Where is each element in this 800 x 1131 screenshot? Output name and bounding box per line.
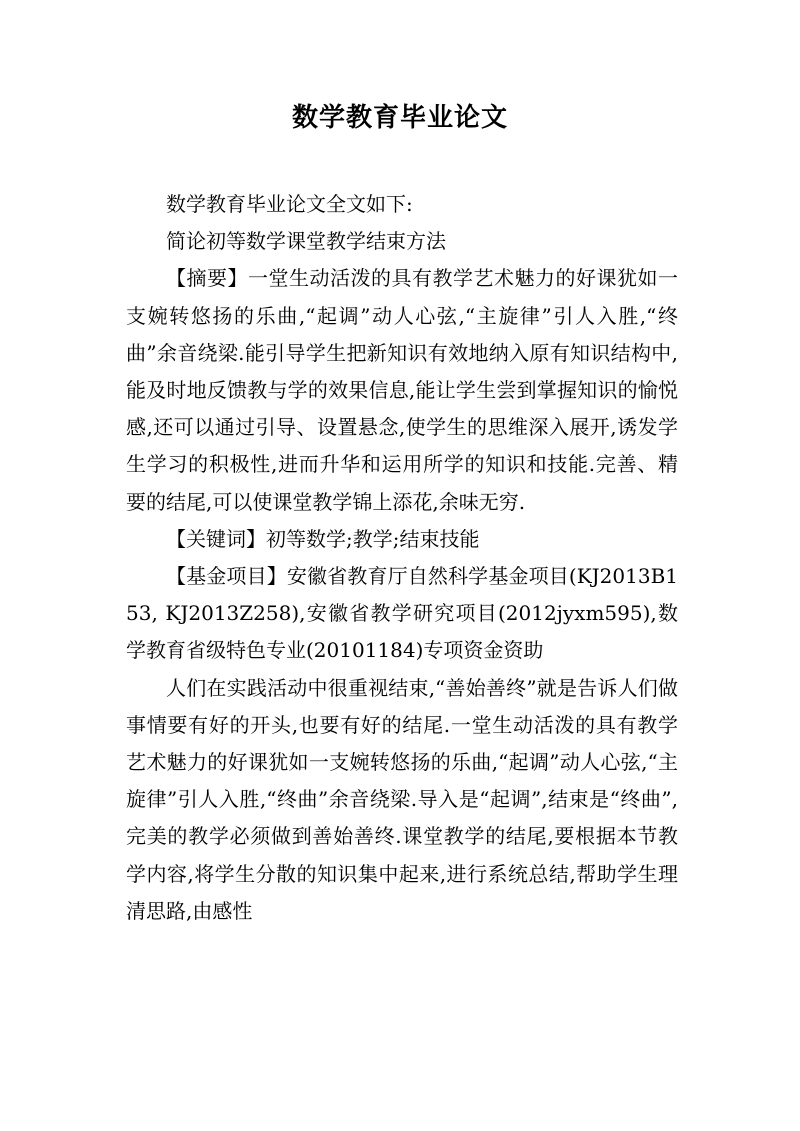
body-paragraph: 人们在实践活动中很重视结束,“善始善终”就是告诉人们做事情要有好的开头,也要有好的结尾.一堂生动活泼的具有教学艺术魅力的好课犹如一支婉转悠扬的乐曲,“起调”动人心弦,“主旋律”引人入胜,“终曲”余音绕梁.导入是“起调”,结束是“终曲”,完美的教学必须做到善始善终.课堂教学的结尾,要根据本节教学内容,将学生分散的知识集中起来,进行系统总结,帮助学生理清思路,由感性 <box>126 675 678 923</box>
document-body <box>126 186 678 930</box>
abstract-paragraph: 【摘要】一堂生动活泼的具有教学艺术魅力的好课犹如一支婉转悠扬的乐曲,“起调”动人心弦,“主旋律”引人入胜,“终曲”余音绕梁.能引导学生把新知识有效地纳入原有知识结构中,能及时地反馈教与学的效果信息,能让学生尝到掌握知识的愉悦感,还可以通过引导、设置悬念,使学生的思维深入展开,诱发学生学习的积极性,进而升华和运用所学的知识和技能.完善、精要的结尾,可以使课堂教学锦上添花,余味无穷. <box>126 266 678 514</box>
funding-paragraph: 【基金项目】安徽省教育厅自然科学基金项目(KJ2013B153, KJ2013Z258),安徽省教学研究项目(2012jyxm595),数学教育省级特色专业(20101184)专项资金资助 <box>126 564 678 663</box>
keywords-paragraph: 【关键词】初等数学;教学;结束技能 <box>166 526 480 551</box>
paper-title-paragraph: 简论初等数学课堂教学结束方法 <box>166 229 446 254</box>
document-title: 数学教育毕业论文 <box>291 103 508 133</box>
intro-paragraph: 数学教育毕业论文全文如下: <box>166 192 413 216</box>
